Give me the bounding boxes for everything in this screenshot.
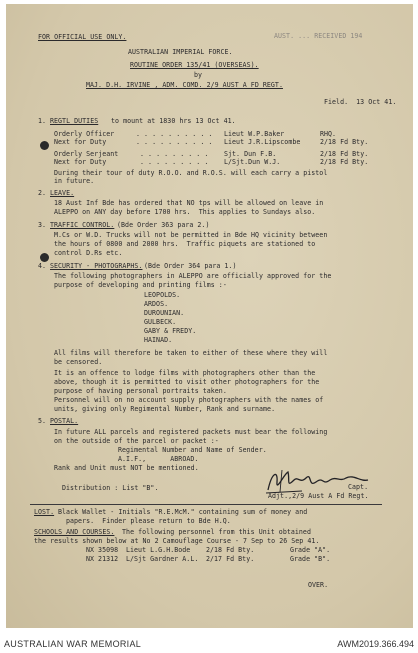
schools-line-2: the results shown below at No 2 Camouflage Course - 7 Sep to 26 Sep 41.	[34, 537, 320, 545]
force-title: AUSTRALIAN IMPERIAL FORCE.	[128, 48, 233, 56]
document-page	[6, 4, 413, 628]
s2-line-2: ALEPPO on ANY day before 1700 hrs. This applies to Sundays also.	[54, 208, 316, 216]
duty-name: L/Sjt.Dun W.J.	[224, 158, 281, 166]
by-label: by	[194, 71, 203, 79]
s3-line-1: M.Cs or W.D. Trucks will not be permitted in Bde HQ vicinity between	[54, 231, 328, 239]
duty-row: Next for Duty	[54, 138, 107, 146]
archive-accession-number: AWM2019.366.494	[337, 639, 414, 649]
divider	[30, 504, 382, 505]
photographer-name: GULBECK.	[144, 318, 177, 326]
s5-line-5: Rank and Unit must NOT be mentioned.	[54, 464, 199, 472]
signatory-rank: Capt.	[348, 483, 369, 491]
s4-number: 4.	[38, 262, 47, 270]
archive-footer	[0, 636, 418, 653]
duty-dots: . . . . . . . . . .	[136, 138, 213, 146]
s5-title: POSTAL.	[50, 417, 79, 425]
over-marker: OVER.	[308, 581, 329, 589]
s5-line-1: In future ALL parcels and registered packets must bear the following	[54, 428, 328, 436]
s1-number: 1.	[38, 117, 47, 125]
s1-note-line-2: in future.	[54, 177, 95, 185]
photographer-name: HAINAD.	[144, 336, 173, 344]
s3-number: 3.	[38, 221, 47, 229]
duty-unit: RHQ.	[320, 130, 337, 138]
s3-line-2: the hours of 0800 and 2000 hrs. Traffic piquets are stationed to	[54, 240, 316, 248]
s2-title: LEAVE.	[50, 189, 75, 197]
photographer-name: GABY & FREDY.	[144, 327, 197, 335]
s1-note-line-1: During their tour of duty R.O.O. and R.O.S. will each carry a pistol	[54, 169, 328, 177]
course-result-number: NX 35098	[86, 546, 119, 554]
duty-row: Next for Duty	[54, 158, 107, 166]
duty-name: Sjt. Dun F.B.	[224, 150, 277, 158]
duty-name: Lieut J.R.Lipscombe	[224, 138, 301, 146]
s4-line-1: The following photographers in ALEPPO are officially approved for the	[54, 272, 332, 280]
s5-line-4: A.I.F., ABROAD.	[118, 455, 199, 463]
duty-row: Orderly Serjeant	[54, 150, 119, 158]
duty-unit: 2/18 Fd Bty.	[320, 138, 369, 146]
distribution: Distribution : List "B".	[62, 484, 159, 492]
s2-line-1: 18 Aust Inf Bde has ordered that NO tps will be allowed on leave in	[54, 199, 324, 207]
s4-para-2-line-3: purpose of having personal portraits taken.	[54, 387, 227, 395]
course-result-unit: 2/17 Fd Bty.	[206, 555, 255, 563]
course-result-grade: Grade "B".	[290, 555, 331, 563]
s4-para-2-line-1: It is an offence to lodge films with photographers other than the	[54, 369, 316, 377]
lost-label: LOST.	[34, 508, 55, 516]
duty-unit: 2/18 Fd Bty.	[320, 150, 369, 158]
course-result-number: NX 21312	[86, 555, 119, 563]
course-result-grade: Grade "A".	[290, 546, 331, 554]
schools-line-1: The following personnel from this Unit obtained	[114, 528, 311, 536]
course-result-name: L/Sjt Gardner A.L.	[126, 555, 199, 563]
issued-by: MAJ. D.H. IRVINE , ADM. COMD. 2/9 AUST A FD REGT.	[86, 81, 283, 89]
s1-title: REGTL DUTIES	[50, 117, 99, 125]
signatory-appointment: Adjt.,2/9 Aust A Fd Regt.	[268, 492, 369, 500]
s3-reference: (Bde Order 363 para 2.)	[113, 221, 210, 229]
punch-hole-middle	[40, 253, 49, 262]
duty-name: Lieut W.P.Baker	[224, 130, 285, 138]
duty-dots: . . . . . . . . . .	[136, 130, 213, 138]
s4-reference: (Bde Order 364 para 1.)	[140, 262, 237, 270]
s4-title: SECURITY - PHOTOGRAPHS.	[50, 262, 143, 270]
s4-para-1-line-2: be censored.	[54, 358, 103, 366]
duty-dots: . . . . . . . . .	[140, 150, 209, 158]
s5-line-3: Regimental Number and Name of Sender.	[118, 446, 267, 454]
s4-para-2-line-2: above, though it is permitted to visit other photographers for the	[54, 378, 320, 386]
lost-line-1: Black Wallet - Initials "R.E.McM." containing sum of money and	[54, 508, 308, 516]
duty-row: Orderly Officer	[54, 130, 115, 138]
schools-label: SCHOOLS AND COURSES.	[34, 528, 115, 536]
duty-dots: . . . . . . . . .	[140, 158, 209, 166]
course-result-unit: 2/18 Fd Bty.	[206, 546, 255, 554]
photographer-name: ARDOS.	[144, 300, 169, 308]
s3-title: TRAFFIC CONTROL.	[50, 221, 115, 229]
photographer-name: LEOPOLDS.	[144, 291, 181, 299]
s2-number: 2.	[38, 189, 47, 197]
s4-para-1-line-1: All films will therefore be taken to either of these where they will	[54, 349, 328, 357]
received-stamp: AUST. ... RECEIVED 194	[274, 32, 363, 40]
course-result-name: Lieut L.G.H.Bode	[126, 546, 191, 554]
s4-para-3-line-1: Personnel will on no account supply photographers with the names of	[54, 396, 324, 404]
s3-line-3: control D.Rs etc.	[54, 249, 123, 257]
order-title: ROUTINE ORDER 135/41 (OVERSEAS).	[130, 61, 259, 69]
photographer-name: DUROUNIAN.	[144, 309, 185, 317]
s5-line-2: on the outside of the parcel or packet :-	[54, 437, 219, 445]
lost-line-2: papers. Finder please return to Bde H.Q.	[66, 517, 231, 525]
punch-hole-top	[40, 141, 49, 150]
location-date: Field. 13 Oct 41.	[324, 98, 397, 106]
s4-line-2: purpose of developing and printing films :-	[54, 281, 227, 289]
archive-name: AUSTRALIAN WAR MEMORIAL	[4, 639, 142, 649]
classification: FOR OFFICIAL USE ONLY.	[38, 33, 127, 41]
s4-para-3-line-2: units, giving only Regimental Number, Rank and surname.	[54, 405, 276, 413]
s5-number: 5.	[38, 417, 47, 425]
s1-intro: to mount at 1830 hrs 13 Oct 41.	[107, 117, 236, 125]
duty-unit: 2/18 Fd Bty.	[320, 158, 369, 166]
